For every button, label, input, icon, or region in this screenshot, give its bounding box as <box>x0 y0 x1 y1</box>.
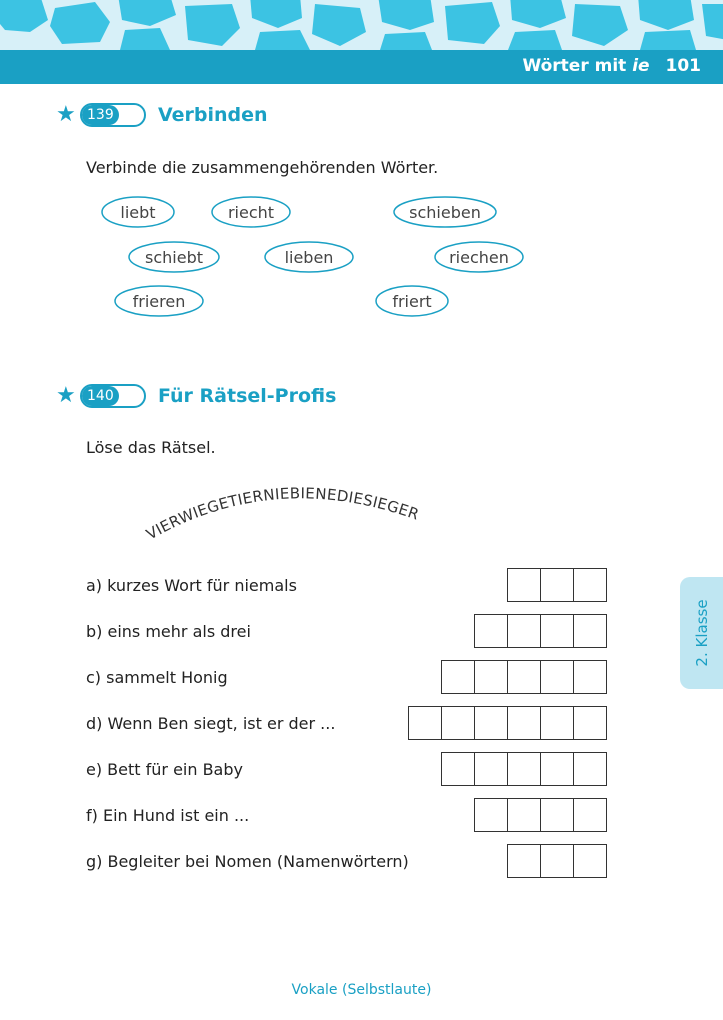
exercise-140-header <box>56 383 336 409</box>
answer-grid <box>441 752 607 786</box>
answer-cell[interactable] <box>540 844 574 878</box>
answer-cell[interactable] <box>540 614 574 648</box>
answer-grid <box>507 568 607 602</box>
answer-cell[interactable] <box>573 660 607 694</box>
answer-cell[interactable] <box>573 614 607 648</box>
answer-grid <box>474 798 607 832</box>
letter-chain <box>130 470 450 550</box>
answer-cell[interactable] <box>441 660 475 694</box>
answer-cell[interactable] <box>573 844 607 878</box>
answer-grid <box>474 614 607 648</box>
answer-cell[interactable] <box>474 752 508 786</box>
page-title <box>522 56 701 76</box>
word-text: schieben <box>409 202 481 222</box>
word-text: frieren <box>132 291 186 311</box>
word-bubble[interactable] <box>127 240 221 274</box>
answer-cell[interactable] <box>408 706 442 740</box>
header-pattern <box>0 0 723 50</box>
word-bubble[interactable] <box>113 284 205 318</box>
question-label: g) Begleiter bei Nomen (Namenwörtern) <box>86 852 409 871</box>
answer-cell[interactable] <box>540 752 574 786</box>
answer-cell[interactable] <box>441 706 475 740</box>
word-bubble[interactable] <box>374 284 450 318</box>
answer-cell[interactable] <box>507 660 541 694</box>
word-bubble[interactable] <box>392 195 498 229</box>
word-text: schiebt <box>145 247 203 267</box>
word-bubble[interactable] <box>210 195 292 229</box>
answer-cell[interactable] <box>507 752 541 786</box>
answer-cell[interactable] <box>540 660 574 694</box>
answer-cell[interactable] <box>474 706 508 740</box>
answer-cell[interactable] <box>441 752 475 786</box>
side-tab-label: 2. Klasse <box>692 599 711 667</box>
word-text: riechen <box>449 247 509 267</box>
exercise-number-badge <box>80 103 146 127</box>
title-italic: ie <box>632 56 650 76</box>
word-bubble[interactable] <box>100 195 176 229</box>
answer-cell[interactable] <box>507 614 541 648</box>
question-label: b) eins mehr als drei <box>86 622 251 641</box>
word-text: riecht <box>227 202 275 222</box>
page-footer: Vokale (Selbstlaute) <box>291 982 432 998</box>
svg-text:VIERWIEGETIERNIEBIENEDIESIEGER <box>143 484 421 543</box>
exercise-139-header <box>56 102 268 128</box>
answer-grid <box>507 844 607 878</box>
exercise-140-instruction: Löse das Rätsel. <box>86 438 216 457</box>
question-label: f) Ein Hund ist ein ... <box>86 806 250 825</box>
page-number: 101 <box>665 56 701 76</box>
answer-cell[interactable] <box>540 798 574 832</box>
exercise-139-instruction: Verbinde die zusammengehörenden Wörter. <box>86 158 439 177</box>
star-icon: ★ <box>56 102 76 127</box>
star-icon: ★ <box>56 383 76 408</box>
exercise-number-badge <box>80 384 146 408</box>
answer-cell[interactable] <box>573 752 607 786</box>
exercise-title: Für Rätsel-Profis <box>158 385 337 407</box>
side-tab <box>680 577 723 689</box>
word-bubble[interactable] <box>433 240 525 274</box>
answer-cell[interactable] <box>507 568 541 602</box>
word-text: liebt <box>120 202 156 222</box>
question-label: a) kurzes Wort für niemals <box>86 576 297 595</box>
exercise-title: Verbinden <box>158 104 268 126</box>
answer-cell[interactable] <box>540 568 574 602</box>
question-label: d) Wenn Ben siegt, ist er der ... <box>86 714 336 733</box>
exercise-number: 139 <box>82 105 119 125</box>
word-text: friert <box>392 291 432 311</box>
answer-cell[interactable] <box>507 844 541 878</box>
exercise-number: 140 <box>82 386 119 406</box>
answer-cell[interactable] <box>474 614 508 648</box>
answer-cell[interactable] <box>507 798 541 832</box>
letter-chain-text: VIERWIEGETIERNIEBIENEDIESIEGER <box>143 484 422 544</box>
word-bubble[interactable] <box>263 240 355 274</box>
answer-cell[interactable] <box>573 568 607 602</box>
question-label: c) sammelt Honig <box>86 668 228 687</box>
answer-cell[interactable] <box>573 706 607 740</box>
title-prefix: Wörter mit <box>522 56 627 76</box>
answer-cell[interactable] <box>540 706 574 740</box>
answer-cell[interactable] <box>573 798 607 832</box>
word-text: lieben <box>284 247 334 267</box>
question-label: e) Bett für ein Baby <box>86 760 243 779</box>
answer-cell[interactable] <box>507 706 541 740</box>
answer-grid <box>441 660 607 694</box>
answer-cell[interactable] <box>474 798 508 832</box>
answer-cell[interactable] <box>474 660 508 694</box>
answer-grid <box>408 706 607 740</box>
